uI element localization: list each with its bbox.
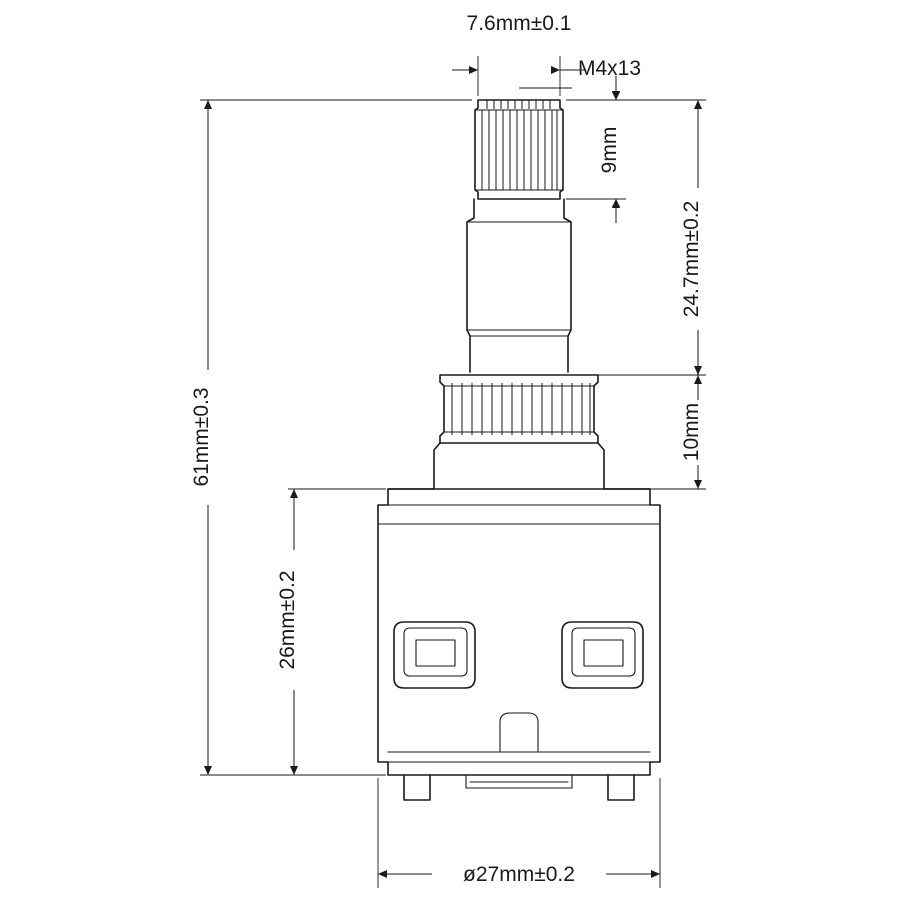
thread-top-ticks [487,100,550,109]
cartridge-body [378,489,660,775]
dim-body-diameter [378,778,660,888]
port-left [394,622,475,688]
dim-stem-width [452,12,586,96]
knurl-texture [482,110,557,190]
dim-label-body-diameter: ø27mm±0.2 [463,863,575,886]
dim-overall-height [190,100,472,775]
bottom-notch [500,713,538,752]
spline-teeth [452,383,590,435]
spline-collar [440,375,598,443]
base-feet [404,775,634,800]
dim-label-knurl-height: 9mm [598,126,621,174]
dim-label-body-height: 26mm±0.2 [276,570,299,670]
stem-shaft [467,199,571,372]
dim-label-spline-height: 10mm [680,402,703,462]
dim-label-overall-height: 61mm±0.3 [190,387,213,487]
dim-label-thread: M4x13 [578,57,642,80]
port-right [562,622,643,688]
cartridge-neck [388,443,650,489]
dim-label-stem-length: 24.7mm±0.2 [680,200,703,318]
dim-spline-height [600,375,706,489]
dim-stem-length [566,100,706,375]
dim-knurl-height [566,76,626,223]
dim-body-height [276,489,386,775]
dim-label-stem-width: 7.6mm±0.1 [466,12,572,35]
dim-thread-spec [519,57,641,88]
knurled-cap [475,100,563,199]
